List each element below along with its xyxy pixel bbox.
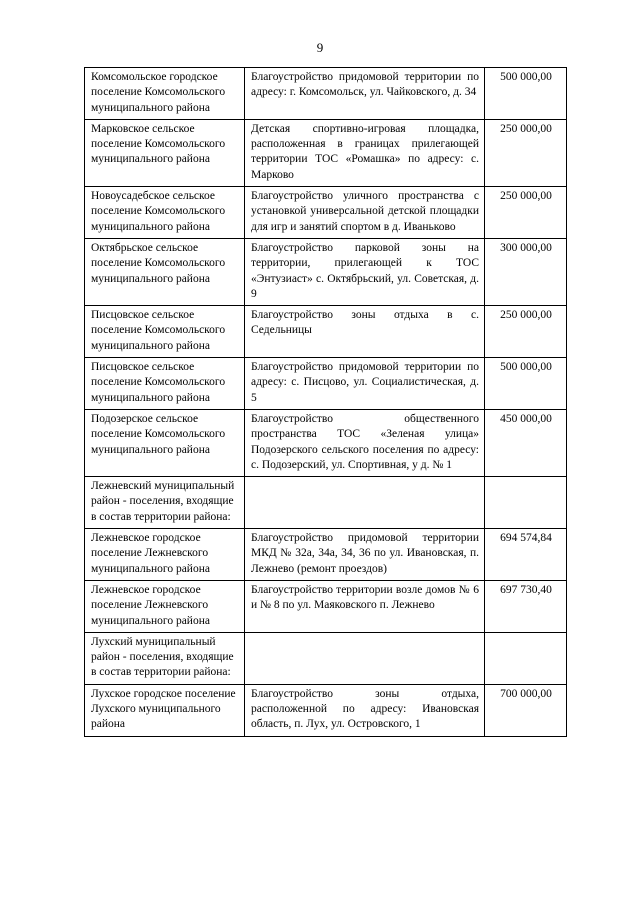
amount-cell: 250 000,00 (485, 119, 567, 186)
table-row (85, 238, 567, 305)
description-cell: Благоустройство придомовой территории МКД № 32а, 34а, 34, 36 по ул. Ивановская, п. Лежнево (ремонт проездов) (245, 529, 485, 581)
settlement-cell: Лухское городское поселение Лухского муниципального района (85, 684, 245, 736)
description-cell: Благоустройство зоны отдыха, расположенной по адресу: Ивановская область, п. Лух, ул. Островского, 1 (245, 684, 485, 736)
page-number: 9 (316, 40, 324, 55)
description-cell: Благоустройство придомовой территории по адресу: г. Комсомольск, ул. Чайковского, д. 34 (245, 68, 485, 120)
table-row (85, 306, 567, 358)
settlement-cell: Писцовское сельское поселение Комсомольского муниципального района (85, 306, 245, 358)
description-cell: Благоустройство территории возле домов № 6 и № 8 по ул. Маяковского п. Лежнево (245, 580, 485, 632)
settlement-cell: Новоусадебское сельское поселение Комсомольского муниципального района (85, 187, 245, 239)
settlement-cell: Лежневское городское поселение Лежневского муниципального района (85, 529, 245, 581)
settlement-cell: Октябрьское сельское поселение Комсомольского муниципального района (85, 238, 245, 305)
table-row (85, 119, 567, 186)
settlement-cell: Комсомольское городское поселение Комсомольского муниципального района (85, 68, 245, 120)
table-row (85, 409, 567, 476)
amount-cell: 450 000,00 (485, 409, 567, 476)
amount-cell: 250 000,00 (485, 306, 567, 358)
district-header-cell: Лухский муниципальный район - поселения, входящие в состав территории района: (85, 632, 245, 684)
table-row (85, 632, 567, 684)
description-cell (245, 632, 485, 684)
settlement-cell: Марковское сельское поселение Комсомольского муниципального района (85, 119, 245, 186)
amount-cell: 250 000,00 (485, 187, 567, 239)
amount-cell: 500 000,00 (485, 68, 567, 120)
table-row (85, 684, 567, 736)
description-cell: Благоустройство парковой зоны на территории, прилегающей к ТОС «Энтузиаст» с. Октябрьский, ул. Советская, д. 9 (245, 238, 485, 305)
table-row (85, 68, 567, 120)
description-cell: Благоустройство придомовой территории по адресу: с. Писцово, ул. Социалистическая, д. 5 (245, 358, 485, 410)
table-row (85, 529, 567, 581)
amount-cell: 300 000,00 (485, 238, 567, 305)
amount-cell: 700 000,00 (485, 684, 567, 736)
settlement-cell: Подозерское сельское поселение Комсомольского муниципального района (85, 409, 245, 476)
subsidy-table (84, 67, 567, 737)
settlement-cell: Лежневское городское поселение Лежневского муниципального района (85, 580, 245, 632)
amount-cell: 697 730,40 (485, 580, 567, 632)
description-cell (245, 477, 485, 529)
district-header-cell: Лежневский муниципальный район - поселения, входящие в состав территории района: (85, 477, 245, 529)
settlement-cell: Писцовское сельское поселение Комсомольского муниципального района (85, 358, 245, 410)
description-cell: Детская спортивно-игровая площадка, расположенная в границах прилегающей территории ТОС «Ромашка» по адресу: с. Марково (245, 119, 485, 186)
amount-cell (485, 477, 567, 529)
amount-cell: 694 574,84 (485, 529, 567, 581)
table-row (85, 580, 567, 632)
amount-cell (485, 632, 567, 684)
description-cell: Благоустройство уличного пространства с установкой универсальной детской площадки для игр и занятий спортом в д. Иваньково (245, 187, 485, 239)
table-row (85, 187, 567, 239)
table-row (85, 477, 567, 529)
description-cell: Благоустройство общественного пространства ТОС «Зеленая улица» Подозерского сельского поселения по адресу: с. Подозерский, ул. Спортивная, у д. № 1 (245, 409, 485, 476)
table-row (85, 358, 567, 410)
description-cell: Благоустройство зоны отдыха в с. Седельницы (245, 306, 485, 358)
amount-cell: 500 000,00 (485, 358, 567, 410)
